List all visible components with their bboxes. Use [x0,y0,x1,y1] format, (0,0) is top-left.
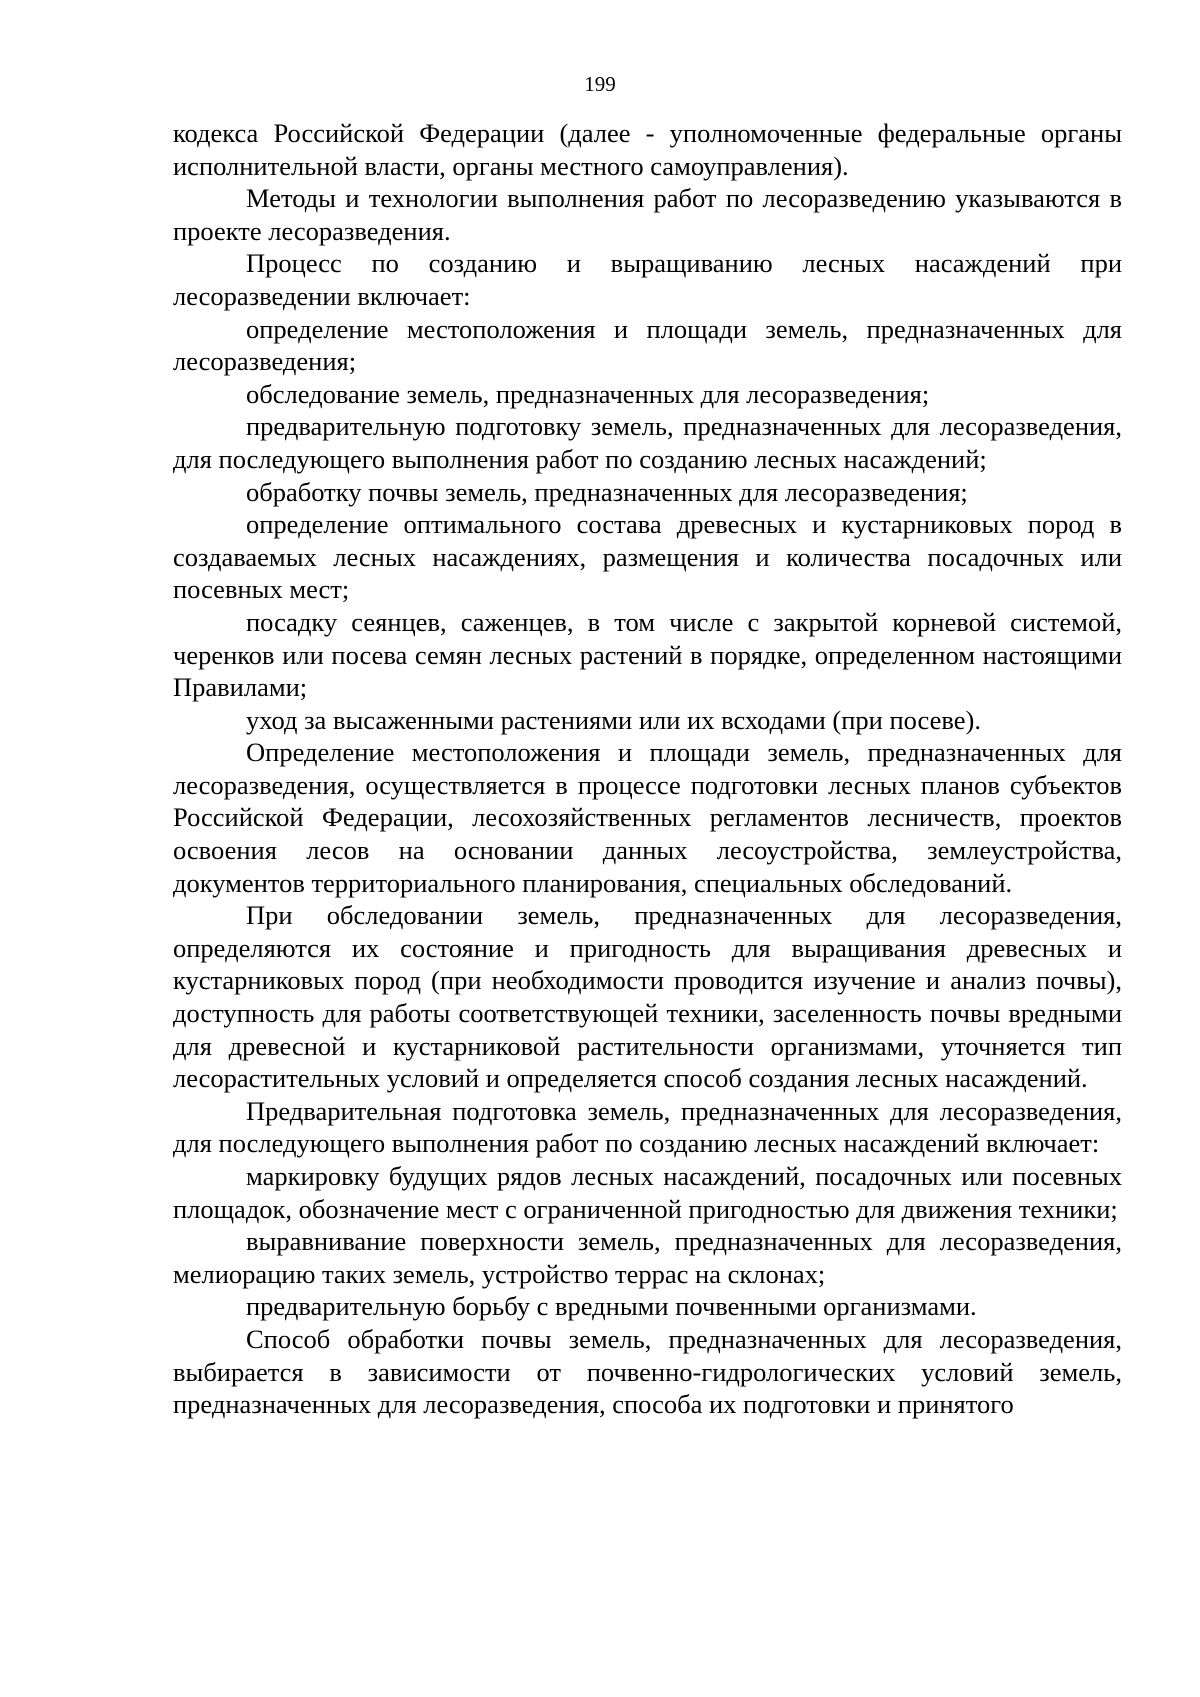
document-body [173,117,1122,1421]
list-item-planting: посадку сеянцев, саженцев, в том числе с закрытой корневой системой, черенков или посева семян лесных растений в порядке, определенном настоящими Правилами; [173,606,1122,703]
paragraph-process-intro: Процесс по созданию и выращиванию лесных насаждений при лесоразведении включает: [173,248,1122,311]
paragraph-location-definition: Определение местоположения и площади земель, предназначенных для лесоразведения, осуществляется в процессе подготовки лесных планов субъектов Российской Федерации, лесохозяйственных регламентов лесничеств, проектов освоения лесов на основании данных лесоустройства, землеустройства, документов территориального планирования, специальных обследований. [173,737,1122,898]
list-item-soil-treatment: обработку почвы земель, предназначенных для лесоразведения; [246,476,968,507]
paragraph-methods: Методы и технологии выполнения работ по лесоразведению указываются в проекте лесоразведения. [173,183,1122,246]
paragraph-continuation: кодекса Российской Федерации (далее - уполномоченные федеральные органы исполнительной власти, органы местного самоуправления). [173,118,1122,181]
list-item-preparation: предварительную подготовку земель, предназначенных для лесоразведения, для последующего выполнения работ по созданию лесных насаждений; [173,411,1122,474]
list-item-location: определение местоположения и площади земель, предназначенных для лесоразведения; [173,313,1122,377]
list-item-marking: маркировку будущих рядов лесных насаждений, посадочных или посевных площадок, обозначение мест с ограниченной пригодностью для движения техники; [173,1161,1122,1224]
list-item-care: уход за высаженными растениями или их всходами (при посеве). [246,704,981,735]
paragraph-survey: При обследовании земель, предназначенных для лесоразведения, определяются их состояние и пригодность для выращивания древесных и кустарниковых пород (при необходимости проводится изучение и анализ почвы), доступность для работы соответствующей техники, заселенность почвы вредными для древесной и кустарниковой растительности организмами, уточняется тип лесорастительных условий и определяется способ создания лесных насаждений. [173,900,1122,1094]
paragraph-soil-method: Способ обработки почвы земель, предназначенных для лесоразведения, выбирается в зависимости от почвенно-гидрологических условий земель, предназначенных для лесоразведения, способа их подготовки и принятого [173,1323,1122,1420]
page-number: 199 [584,72,616,96]
list-item-leveling: выравнивание поверхности земель, предназначенных для лесоразведения, мелиорацию таких земель, устройство террас на склонах; [173,1226,1122,1289]
list-item-composition: определение оптимального состава древесных и кустарниковых пород в создаваемых лесных насаждениях, размещения и количества посадочных или посевных мест; [173,509,1122,605]
list-item-survey: обследование земель, предназначенных для лесоразведения; [246,378,930,409]
paragraph-preparation-intro: Предварительная подготовка земель, предназначенных для лесоразведения, для последующего выполнения работ по созданию лесных насаждений включает: [173,1095,1122,1159]
list-item-pest-control: предварительную борьбу с вредными почвенными организмами. [246,1291,977,1322]
